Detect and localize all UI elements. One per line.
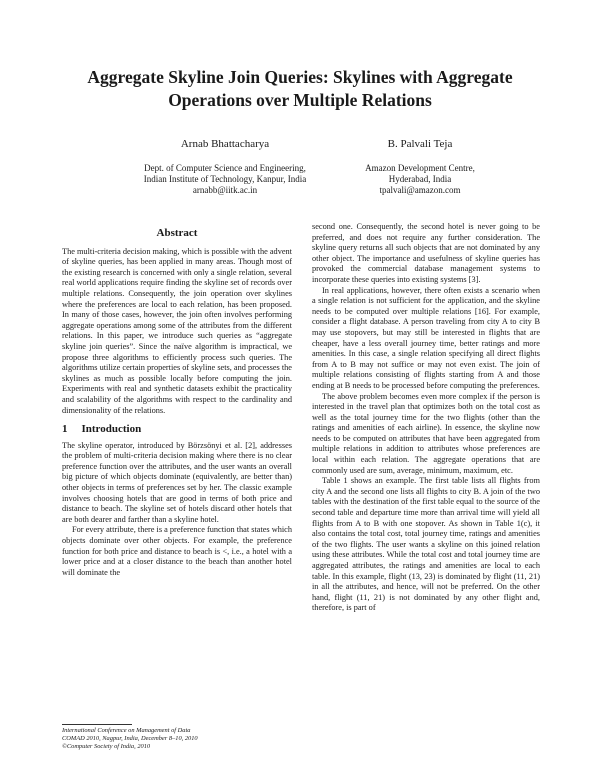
section-heading [62,424,292,435]
author-name-1: Arnab Bhattacharya [180,138,270,150]
affiliation-1-line-2: Indian Institute of Technology, Kanpur, India [143,174,307,184]
section-title: Introduction [81,423,142,436]
affiliation-2-line-2: Hyderabad, India [388,174,452,184]
abstract-heading: Abstract [156,227,198,239]
affiliation-2-line-1: Amazon Development Centre, [365,163,475,173]
footnote-rule [62,724,132,725]
right-paragraph-3: The above problem becomes even more complex if the person is interested in the travel plan that optimizes both on the total cost as well as the total journey time for the two flights (other than the ratings and amenities of each airline). In essence, the skyline now needs to be computed on attributes that have been aggregated from multiple relations in addition to attributes whose preferences are local within each relation. The aggregate operations that are commonly used are sum, average, minimum, maximum, etc. [312,391,540,475]
footnote-line-2: COMAD 2010, Nagpur, India, December 8–10, 2010 [62,735,198,742]
left-column [62,228,292,578]
affiliation-1-email: arnabb@iitk.ac.in [192,185,258,195]
intro-paragraph-2: For every attribute, there is a preference function that states which objects dominate over other objects. For example, the preference function for both price and distance to beach is <, i.e., a hotel with a lower price and at a closer distance to the beach than another hotel will dominate the [62,525,293,577]
right-paragraph-2: In real applications, however, there often exists a scenario when a single relation is not sufficient for the application, and the skyline needs to be computed over multiple relations [16]. For example, consider a flight database. A person traveling from city A to city B may use stopovers, but may still be interested in flights that are cheaper, have a less overall journey time, better ratings and more amenities. In this case, a single relation specifying all direct flights from A to B may not suffice or may not even exist. The join of multiple relations consisting of flights starting from A and those ending at B needs to be processed before computing the preferences. [312,285,540,390]
title-line-1: Aggregate Skyline Join Queries: Skylines with Aggregate [87,67,513,87]
right-paragraph-4: Table 1 shows an example. The first table lists all flights from city A and the second one lists all flights to city B. A join of the two tables with the destination of the first table equal to the source of the second table and departure time more than arrival time will yield all flights from A to B with one stopover. As shown in Table 1(c), it also contains the total cost, total journey time, ratings and amenities of the two flights. The user wants a skyline on this joined relation using these attributes. While the total cost and total journey time are aggregated attributes, the ratings and amenities are local to each table. In this example, flight (13, 23) is dominated by flight (11, 21) in all the attributes, and hence, will not be preferred. On the other hand, flight (11, 21) is not dominated by any other flight and, therefore, is part of [312,476,540,613]
footnote-line-3: ©Computer Society of India, 2010 [62,743,151,750]
author-name-2: B. Palvali Teja [387,138,453,150]
footnote [62,727,292,751]
abstract-text: The multi-criteria decision making, which is possible with the advent of skyline queries, has been applied in many areas. Though most of the existing research is concerned with only a single relation, several real world applications require finding the skyline set of records over multiple relations. Consequently, the join operation over skylines where the preferences are local to each relation, has been proposed. In many of those cases, however, the join often involves performing aggregate operations among some of the attributes from the different relations. In this paper, we introduce such queries as “aggregate skyline join queries”. Since the naïve algorithm is impractical, we propose three algorithms to efficiently process such queries. The algorithms utilize certain properties of skyline sets, and processes the skylines as much as possible locally before computing the join. Experiments with real and synthetic datasets exhibit the practicality and scalability of the algorithms with respect to the cardinality and dimensionality of the relations. [62,246,292,415]
affiliation-1-line-1: Dept. of Computer Science and Engineering, [144,163,306,173]
section-number: 1 [62,423,68,436]
title-line-2: Operations over Multiple Relations [168,90,432,110]
right-paragraph-1: second one. Consequently, the second hotel is never going to be preferred, and does not require any further consideration. The skyline query returns all such objects that are not dominated by any other object. The importance and usefulness of skyline queries has provoked the commercial database management systems to incorporate these queries into existing systems [3]. [312,222,540,284]
author-affiliation-2 [320,163,520,196]
paper-title [60,66,540,112]
footnote-line-1: International Conference on Management of Data [62,727,191,734]
intro-paragraph-1: The skyline operator, introduced by Börzsönyi et al. [2], addresses the problem of multi-criteria decision making where there is no clear preference function over the attributes, and the user wants an overall big picture of which objects dominate (equivalently, are better than) other objects in terms of preferences set by her. The classic example involves choosing hotels that are good in terms of both price and distance to beach. The skyline set of hotels discard other hotels that are both dearer and farther than a skyline hotel. [62,440,292,524]
affiliation-2-email: tpalvali@amazon.com [379,185,461,195]
author-affiliation-1 [110,163,340,196]
right-column [312,222,540,614]
